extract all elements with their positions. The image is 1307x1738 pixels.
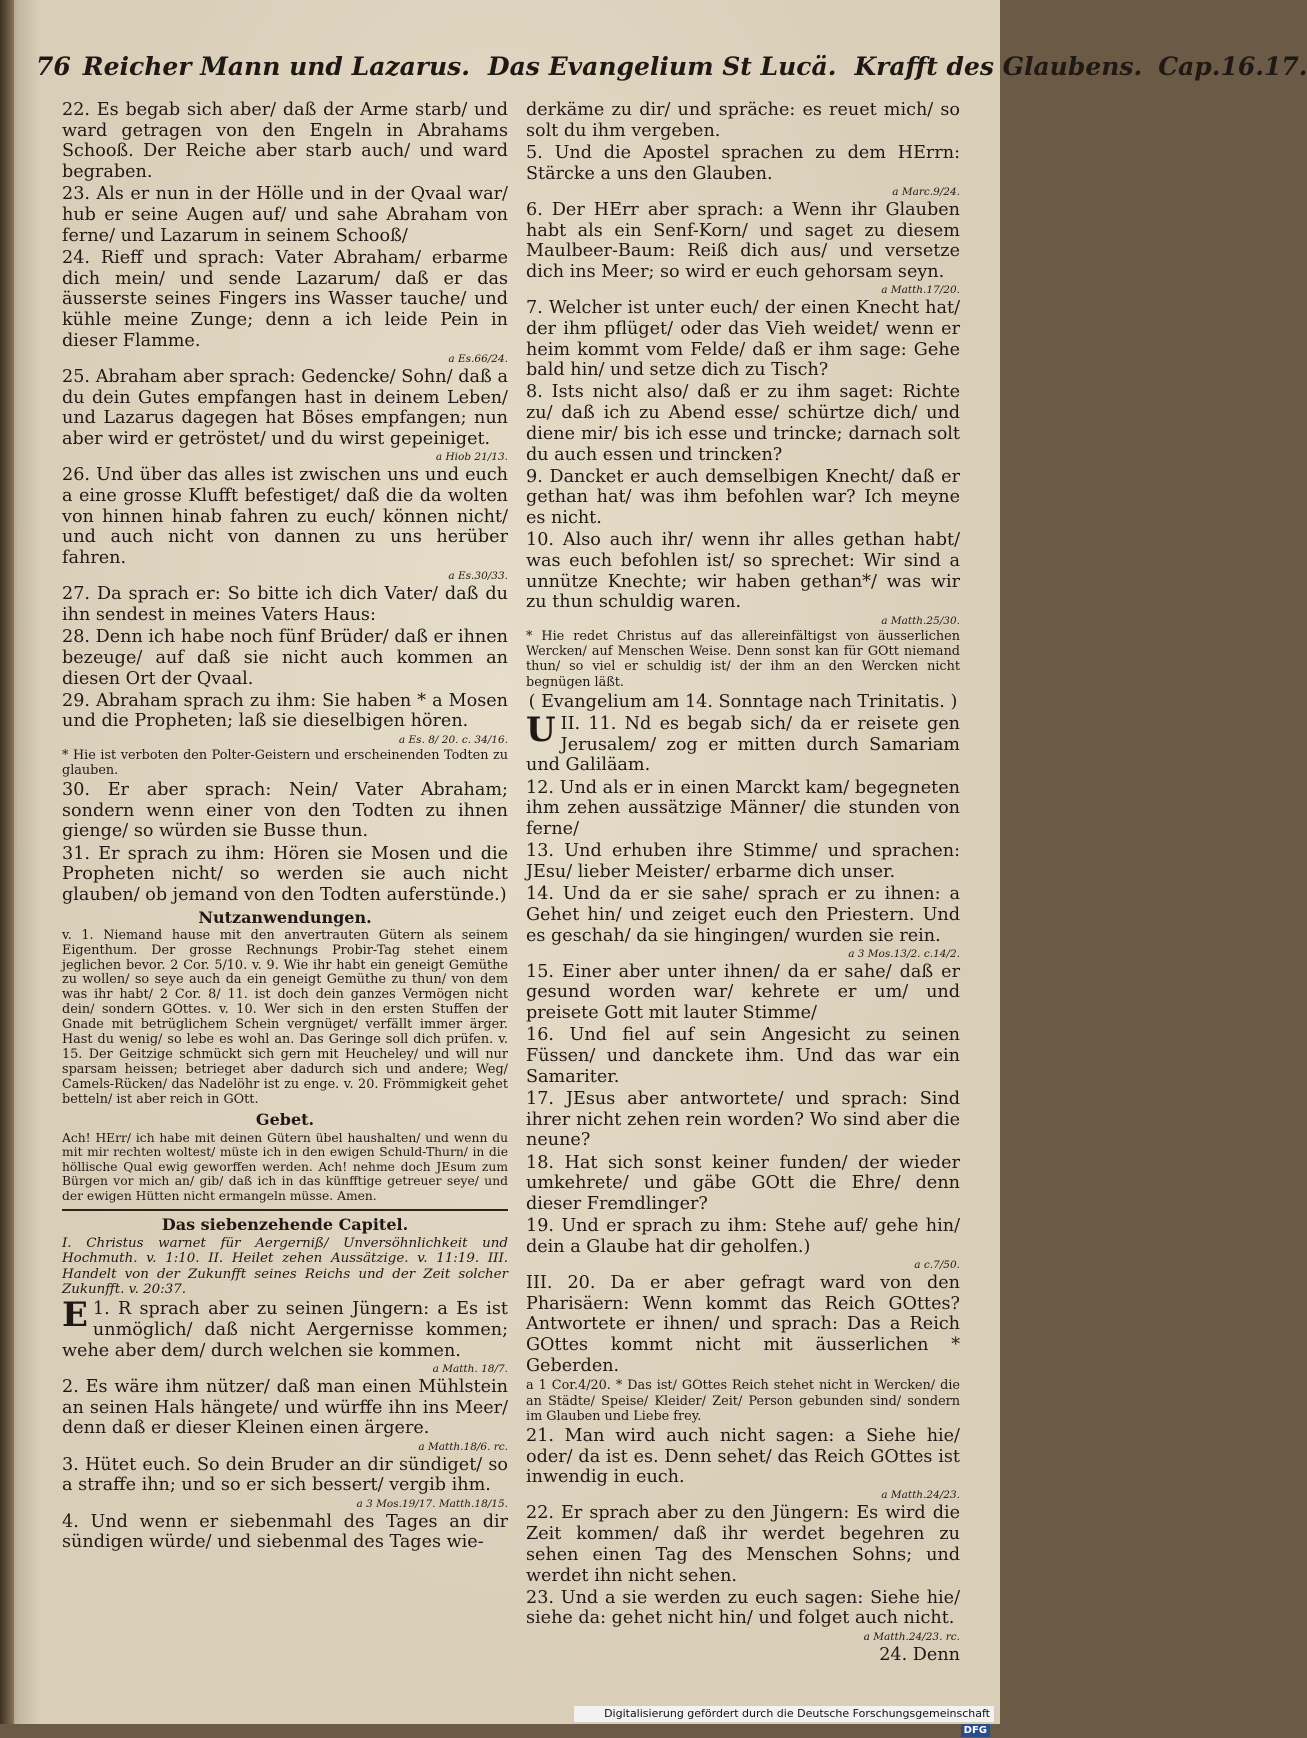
cross-reference: a Marc.9/24. [892,185,960,198]
verse-17-23: 23. Und a sie werden zu euch sagen: Siehe hie/ siehe da: gehet nicht hin/ und folget auch nicht. [526,1587,960,1629]
verse-16-24: 24. Rieff und sprach: Vater Abraham/ erbarme dich mein/ und sende Lazarum/ daß er das äusserste seines Fingers ins Wasser tauche/ und kühle meine Zunge; denn a ich leide Pein in dieser Flamme. [62,247,508,351]
cross-reference: a Matth.24/23. rc. [863,1630,960,1643]
verse-17-15: 15. Einer aber unter ihnen/ da er sahe/ daß er gesund worden war/ kehrete er um/ und preisete Gott mit lauter Stimme/ [526,961,960,1024]
verse-17-4: 4. Und wenn er siebenmahl des Tages an dir sündigen würde/ und siebenmal des Tages wie- [62,1511,508,1553]
cross-reference: a 3 Mos.13/2. c.14/2. [848,947,960,960]
running-title-2: Das Evangelium St Lucä. [487,52,837,81]
digitization-footer [574,1706,994,1736]
verse-17-10: 10. Also auch ihr/ wenn ihr alles gethan habt/ was euch befohlen ist/ so sprechet: Wir sind a unnütze Knechte; wir haben gethan*/ was wir zu thun schuldig waren. [526,530,960,613]
verse-17-5: 5. Und die Apostel sprachen zu dem HErrn: Stärcke a uns den Glauben. [526,142,960,184]
verse-17-19: 19. Und er sprach zu ihm: Stehe auf/ gehe hin/ dein a Glaube hat dir geholfen.) [526,1216,960,1257]
verse-17-4-cont: derkäme zu dir/ und spräche: es reuet mich/ so solt du ihm vergeben. [526,100,960,141]
application-heading: Nutzanwendungen. [198,907,372,927]
verse-17-9: 9. Dancket er auch demselbigen Knecht/ daß er gethan hat/ was ihm befohlen war? Ich meyne es nicht. [526,466,960,529]
running-header [36,52,1307,96]
catchword: 24. Denn [879,1644,960,1665]
verse-17-20: III. 20. Da er aber gefragt ward von den Pharisäern: Wenn kommt das Reich GOttes? Antwortete er ihnen/ und sprach: Das a Reich GOttes kommt nicht mit äusserlichen * Geberden. [526,1273,960,1376]
running-title-1: Reicher Mann und Lazarus. [82,52,470,81]
application-text: v. 1. Niemand hause mit den anvertrauten Gütern als seinem Eigenthum. Der grosse Rechnungs Probir-Tag stehet einem jeglichen bevor. 2 Cor. 5/10. v. 9. Wie ihr habt ein geneigt Gemüthe zu wollen/ so seye auch da ein geneigt Gemüthe zu thun/ von dem was ihr habt/ 2 Cor. 8/ 11. ist doch dein ganzes Vermögen nicht dein/ sondern GOttes. v. 10. Wer sich in den ersten Stuffen der Gnade mit betrüglichem Schein vergnüget/ verfällt immer ärger. Hast du wenig/ so lebe es wohl an. Das Geringe soll dich prüfen. v. 15. Der Geitzige schmückt sich gern mit Heucheley/ und will nur sparsam heissen; betrieget aber dadurch sich und andere; Weg/ Camels-Rücken/ das Nadelöhr ist zu enge. v. 20. Frömmigkeit gehet betteln/ ist aber reich in GOtt. [62,927,508,1107]
cross-reference: a Es.30/33. [448,570,508,583]
verse-16-29: 29. Abraham sprach zu ihm: Sie haben * a Mosen und die Propheten; laß sie dieselbigen hören. [62,690,508,732]
verse-17-21: 21. Man wird auch nicht sagen: a Siehe hie/ oder/ da ist es. Denn sehet/ das Reich GOttes ist inwendig in euch. [526,1425,960,1488]
running-title-3: Krafft des Glaubens. [854,52,1143,81]
footnote: a 1 Cor.4/20. * Das ist/ GOttes Reich stehet nicht in Wercken/ die an Städte/ Speise/ Kleider/ Zeit/ Person gebunden sind/ sondern im Glauben und Liebe frey. [526,1378,960,1424]
prayer-heading: Gebet. [255,1109,315,1129]
verse-17-22: 22. Er sprach aber zu den Jüngern: Es wird die Zeit kommen/ daß ihr werdet begehren zu sehen einen Tag des Menschen Sohns; und werdet ihn nicht sehen. [526,1503,960,1586]
drop-capital: E [62,1295,88,1336]
verse-17-3: 3. Hütet euch. So dein Bruder an dir sündiget/ so a straffe ihn; und so er sich bessert/ vergib ihm. [62,1454,508,1496]
verse-17-8: 8. Ists nicht also/ daß er zu ihm saget: Richte zu/ daß ich zu Abend esse/ schürtze dich/ und diene mir/ bis ich esse und trincke; darnach solt du auch essen und trincken? [526,382,960,465]
page-number: 76 [36,52,71,81]
verse-16-30: 30. Er aber sprach: Nein/ Vater Abraham; sondern wenn einer von den Todten zu ihnen gienge/ so würden sie Busse thun. [62,780,508,842]
cross-reference: a c.7/50. [914,1259,960,1272]
cross-reference: a Matth. 18/7. [432,1363,508,1376]
chapter-summary: I. Christus warnet für Aergerniß/ Unversöhnlichkeit und Hochmuth. v. 1:10. II. Heilet zehen Aussätzige. v. 11:19. III. Handelt von der Zukunfft seines Reichs und der Zeit solcher Zukunfft. v. 20:37. [62,1235,508,1298]
verse-17-18: 18. Hat sich sonst keiner funden/ der wieder umkehrete/ und gäbe GOtt die Ehre/ denn dieser Fremdlinger? [526,1152,960,1214]
verse-16-26: 26. Und über das alles ist zwischen uns und euch a eine grosse Klufft befestiget/ daß die da wolten von hinnen hinab fahren zu euch/ können nicht/ und auch nicht von dannen zu uns herüber fahren. [62,465,508,569]
verse-16-27: 27. Da sprach er: So bitte ich dich Vater/ daß du ihn sendest in meines Vaters Haus: [62,584,508,625]
cross-reference: a Matth.18/6. rc. [418,1440,508,1453]
cross-reference: a Matth.25/30. [881,614,960,627]
verse-17-1 [62,1295,509,1361]
verse-text: Nd es begab sich/ da er reisete gen Jerusalem/ zog er mitten durch Samariam und Galiläam. [526,714,960,776]
verse-17-12: 12. Und als er in einen Marckt kam/ begegneten ihm zehen aussätzige Männer/ die stunden von ferne/ [526,777,960,840]
verse-17-6: 6. Der HErr aber sprach: a Wenn ihr Glauben habt als ein Senf-Korn/ und saget zu diesem Maulbeer-Baum: Reiß dich aus/ und versetze dich ins Meer; so wird er euch gehorsam seyn. [526,199,960,282]
cross-reference: a 3 Mos.19/17. Matth.18/15. [356,1497,508,1510]
cross-reference: a Es.66/24. [448,352,508,365]
verse-17-13: 13. Und erhuben ihre Stimme/ und sprachen: JEsu/ lieber Meister/ erbarme dich unser. [526,841,960,882]
verse-17-7: 7. Welcher ist unter euch/ der einen Knecht hat/ der ihm pflüget/ oder das Vieh weidet/ wenn er heim kommt vom Felde/ daß er ihm sage: Gehe bald hin/ und setze dich zu Tisch? [526,298,960,381]
verse-16-22: 22. Es begab sich aber/ daß der Arme starb/ und ward getragen von den Engeln in Abrahams Schooß. Der Reiche aber starb auch/ und ward begraben. [62,100,508,183]
verse-text: R sprach aber zu seinen Jüngern: a Es ist unmöglich/ daß nicht Aergernisse kommen; wehe aber dem/ durch welchen sie kommen. [62,1299,509,1361]
left-column [62,100,508,1554]
verse-number: 1. [92,1299,110,1320]
cross-reference: a Es. 8/ 20. c. 34/16. [398,733,508,746]
pericope-note: ( Evangelium am 14. Sonntage nach Trinitatis. ) [528,691,958,712]
dfg-logo: DFG [961,1724,990,1737]
footnote: * Hie ist verboten den Polter-Geistern und erscheinenden Todten zu glauben. [62,747,508,779]
drop-capital: U [526,710,556,750]
verse-16-23: 23. Als er nun in der Hölle und in der Qvaal war/ hub er seine Augen auf/ und sahe Abraham von ferne/ und Lazarum in seinem Schooß/ [62,184,508,246]
section-divider [62,1209,508,1211]
verse-17-17: 17. JEsus aber antwortete/ und sprach: Sind ihrer nicht zehen rein worden? Wo sind aber die neune? [526,1088,960,1151]
prayer-text: Ach! HErr/ ich habe mit deinen Gütern übel haushalten/ und wenn du mit mir rechten woltest/ müste ich in den ewigen Schuld-Thurn/ in die höllische Qual ewig geworffen werden. Ach! nehme doch JEsum zum Bürgen vor mich an/ gib/ daß ich in das künfftige getreuer seye/ und der ewigen Hütten nicht ermangeln müsse. Amen. [62,1130,508,1203]
verse-17-11 [526,710,960,776]
verse-16-25: 25. Abraham aber sprach: Gedencke/ Sohn/ daß a du dein Gutes empfangen hast in deinem Leben/ und Lazarus dagegen hat Böses empfangen; nun aber wird er getröstet/ und du wirst gepeiniget. [62,366,508,450]
cross-reference: a Matth.17/20. [881,284,960,297]
cross-reference: a Matth.24/23. [881,1489,960,1502]
chapter-label: Cap.16.17. [1158,52,1307,81]
right-column [526,100,960,1667]
chapter-heading: Das siebenzehende Capitel. [161,1214,409,1234]
verse-16-31: 31. Er sprach zu ihm: Hören sie Mosen und die Propheten nicht/ so werden sie auch nicht glauben/ ob jemand von den Todten auferstünde.) [62,843,508,906]
book-spine-shadow [0,0,14,1724]
cross-reference: a Hiob 21/13. [435,451,508,464]
verse-16-28: 28. Denn ich habe noch fünf Brüder/ daß er ihnen bezeuge/ auf daß sie nicht auch kommen an diesen Ort der Qvaal. [62,627,508,689]
verse-17-16: 16. Und fiel auf sein Angesicht zu seinen Füssen/ und danckete ihm. Und das war ein Samariter. [526,1025,960,1087]
footnote: * Hie redet Christus auf das allereinfältigst von äusserlichen Wercken/ auf Menschen Weise. Denn sonst kan für GOtt niemand thun/ so viel er schuldig ist/ der ihm an den Wercken nicht begnügen läßt. [526,628,960,690]
verse-17-2: 2. Es wäre ihm nützer/ daß man einen Mühlstein an seinen Hals hängete/ und würffe ihn ins Meer/ denn daß er dieser Kleinen einen ärgere. [62,1377,508,1439]
verse-number: II. 11. [560,714,617,734]
verse-17-14: 14. Und da er sie sahe/ sprach er zu ihnen: a Gehet hin/ und zeiget euch den Priestern. Und es geschah/ da sie hingingen/ wurden sie rein. [526,884,960,946]
footer-text: Digitalisierung gefördert durch die Deutsche Forschungsgemeinschaft [604,1707,990,1720]
